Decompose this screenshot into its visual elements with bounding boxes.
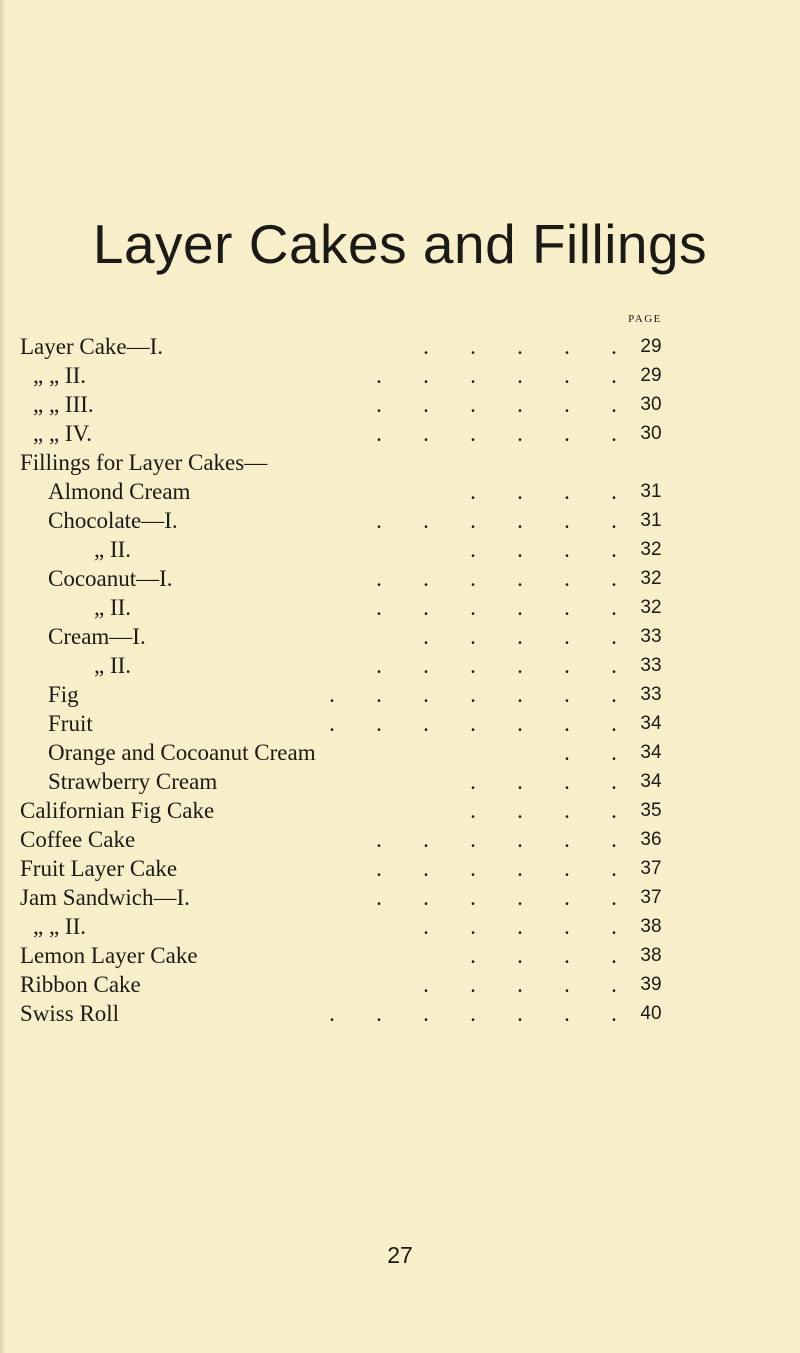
- toc-entry-page: 30: [640, 423, 662, 444]
- toc-entry-page: 34: [640, 713, 662, 734]
- toc-row: [0, 739, 800, 767]
- toc-entry-page: 37: [640, 887, 662, 908]
- toc-entry-label: „ „ II.: [33, 363, 86, 388]
- toc-entry-page: 30: [640, 394, 662, 415]
- toc-entry-page: 32: [640, 539, 662, 560]
- toc-entry-label: Californian Fig Cake: [20, 798, 215, 823]
- toc-entry-page: 29: [640, 336, 662, 357]
- toc-entry-page: 31: [640, 510, 662, 531]
- toc-row: [0, 971, 800, 999]
- toc-row: [0, 594, 800, 622]
- leader-dots: . . . .: [470, 943, 617, 968]
- leader-dots: . . . .: [470, 479, 617, 504]
- leader-dots: . . . . . . .: [329, 711, 617, 736]
- leader-dots: . . . . . .: [376, 392, 617, 417]
- leader-dots: . . . . . .: [376, 595, 617, 620]
- page-title: Layer Cakes and Fillings: [92, 213, 708, 275]
- leader-dots: . . . . . .: [376, 508, 617, 533]
- toc-row: [0, 768, 800, 796]
- toc-entry-label: „ II.: [94, 537, 132, 562]
- toc-row: [0, 362, 800, 390]
- leader-dots: . . . .: [470, 769, 617, 794]
- toc-row: [0, 681, 800, 709]
- leader-dots: . . . . . .: [376, 856, 617, 881]
- toc-entry-label: Fruit: [48, 711, 93, 736]
- toc-entry-page: 40: [640, 1003, 662, 1024]
- toc-entry-label: Strawberry Cream: [48, 769, 218, 794]
- toc-entry-label: Almond Cream: [48, 479, 191, 504]
- toc-entry-label: Fig: [48, 682, 79, 707]
- toc-entry-label: Chocolate—I.: [48, 508, 178, 533]
- toc-entry-label: Lemon Layer Cake: [20, 943, 198, 968]
- toc-entry-page: 29: [640, 365, 662, 386]
- toc-entry-page: 32: [640, 597, 662, 618]
- toc-row: [0, 826, 800, 854]
- toc-row: [0, 884, 800, 912]
- toc-entry-label: Ribbon Cake: [20, 972, 141, 997]
- toc-row: [0, 855, 800, 883]
- toc-entry-page: 36: [640, 829, 662, 850]
- toc-row: [0, 449, 800, 477]
- leader-dots: . . . . . . .: [329, 1001, 617, 1026]
- toc-entry-page: 33: [640, 655, 662, 676]
- toc-entry-label: Jam Sandwich—I.: [20, 885, 190, 910]
- toc-entry-page: 38: [640, 916, 662, 937]
- leader-dots: . . . .: [470, 537, 617, 562]
- toc-row: [0, 652, 800, 680]
- leader-dots: . . . . .: [423, 624, 617, 649]
- leader-dots: . .: [564, 740, 617, 765]
- toc-entry-label: „ II.: [94, 595, 132, 620]
- page-column-label: PAGE: [628, 313, 662, 325]
- toc-row: [0, 710, 800, 738]
- leader-dots: . . . .: [470, 798, 617, 823]
- toc-entry-label: „ „ III.: [33, 392, 94, 417]
- toc-entry-label: Cocoanut—I.: [48, 566, 173, 591]
- leader-dots: . . . . . . .: [329, 682, 617, 707]
- leader-dots: . . . . .: [423, 972, 617, 997]
- leader-dots: . . . . . .: [376, 363, 617, 388]
- toc-entry-page: 35: [640, 800, 662, 821]
- toc-entry-label: Coffee Cake: [20, 827, 136, 852]
- toc-entry-label: Layer Cake—I.: [20, 334, 164, 359]
- leader-dots: . . . . . .: [376, 566, 617, 591]
- toc-row: [0, 507, 800, 535]
- toc-entry-label: „ „ II.: [33, 914, 86, 939]
- toc-entry-label: Fruit Layer Cake: [20, 856, 178, 881]
- toc-entry-page: 33: [640, 684, 662, 705]
- leader-dots: . . . . . .: [376, 421, 617, 446]
- toc-entry-page: 33: [640, 626, 662, 647]
- toc-section-heading: Fillings for Layer Cakes—: [20, 450, 268, 475]
- leader-dots: . . . . . .: [376, 885, 617, 910]
- toc-row: [0, 1000, 800, 1028]
- toc-entry-label: Cream—I.: [48, 624, 146, 649]
- toc-row: [0, 536, 800, 564]
- toc-entry-page: 38: [640, 945, 662, 966]
- toc-entry-page: 37: [640, 858, 662, 879]
- toc-entry-label: „ „ IV.: [33, 421, 92, 446]
- toc-row: [0, 420, 800, 448]
- toc-row: [0, 478, 800, 506]
- leader-dots: . . . . .: [423, 334, 617, 359]
- page-number: 27: [387, 1242, 413, 1268]
- toc-entry-label: „ II.: [94, 653, 132, 678]
- toc-entry-page: 34: [640, 742, 662, 763]
- toc-row: [0, 797, 800, 825]
- toc-row: [0, 391, 800, 419]
- toc-entry-page: 34: [640, 771, 662, 792]
- toc-entry-page: 39: [640, 974, 662, 995]
- toc-entry-page: 32: [640, 568, 662, 589]
- toc-entry-page: 31: [640, 481, 662, 502]
- leader-dots: . . . . . .: [376, 653, 617, 678]
- toc-row: [0, 623, 800, 651]
- toc-row: [0, 333, 800, 361]
- toc-row: [0, 913, 800, 941]
- toc-row: [0, 942, 800, 970]
- toc-row: [0, 565, 800, 593]
- toc-entry-label: Swiss Roll: [20, 1001, 120, 1026]
- toc-entry-label: Orange and Cocoanut Cream: [48, 740, 316, 765]
- leader-dots: . . . . .: [423, 914, 617, 939]
- leader-dots: . . . . . .: [376, 827, 617, 852]
